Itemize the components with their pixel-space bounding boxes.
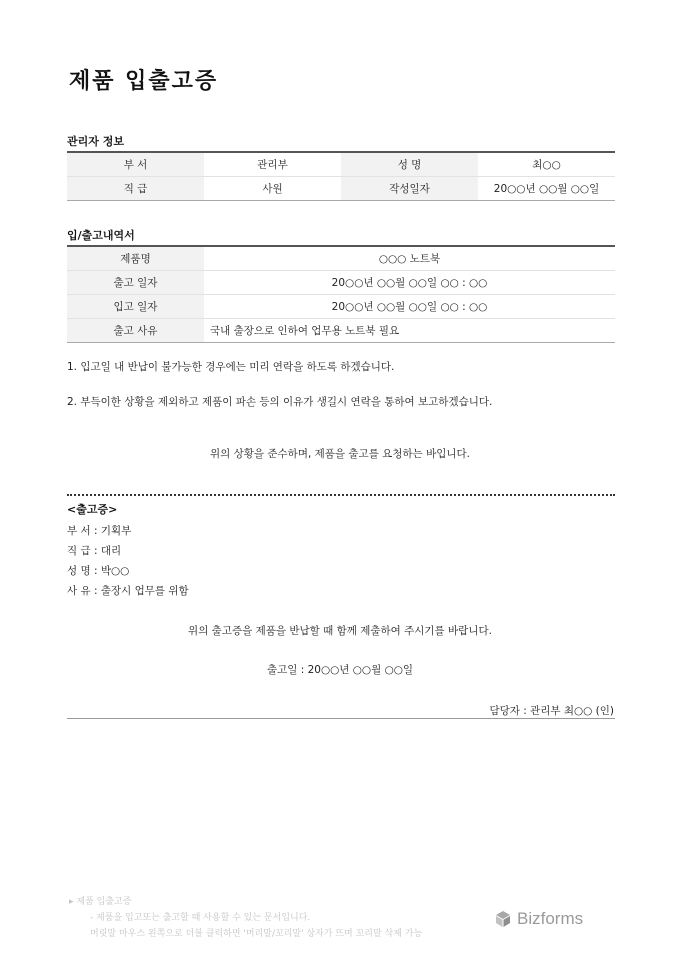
slip-department: 부 서 : 기획부 <box>67 525 132 537</box>
table-row <box>67 319 615 343</box>
details-table <box>67 245 615 343</box>
manager-info-table <box>67 151 615 201</box>
release-date-label: 출고 일자 <box>67 271 204 295</box>
table-row <box>67 271 615 295</box>
slip-instruction: 위의 출고증을 제품을 반납할 때 함께 제출하여 주시기를 바랍니다. <box>188 625 492 637</box>
slip-rank: 직 급 : 대리 <box>67 545 122 557</box>
manager-info-heading: 관리자 정보 <box>67 135 124 148</box>
product-name-label: 제품명 <box>67 246 204 271</box>
brand-name: Bizforms <box>517 909 584 928</box>
request-statement: 위의 상황을 준수하며, 제품을 출고를 요청하는 바입니다. <box>210 448 470 460</box>
slip-reason: 사 유 : 출장시 업무를 위함 <box>67 585 189 597</box>
release-reason-label: 출고 사유 <box>67 319 204 343</box>
name-label: 성 명 <box>341 152 478 177</box>
receipt-date-value: 20○○년 ○○월 ○○일 ○○ : ○○ <box>204 295 615 319</box>
name-value: 최○○ <box>478 152 615 177</box>
page-title: 제품 입출고증 <box>69 69 219 94</box>
table-row <box>67 152 615 177</box>
table-row <box>67 246 615 271</box>
note-2: 2. 부득이한 상황을 제외하고 제품이 파손 등의 이유가 생길시 연락을 통하여 보고하겠습니다. <box>67 396 493 408</box>
receipt-date-label: 입고 일자 <box>67 295 204 319</box>
slip-date: 출고일 : 20○○년 ○○월 ○○일 <box>266 664 414 676</box>
bizforms-cube-icon <box>494 910 512 928</box>
table-row <box>67 295 615 319</box>
signature-line: 담당자 : 관리부 최○○ (인) <box>489 705 614 717</box>
written-date-label: 작성일자 <box>341 177 478 201</box>
product-name-value: ○○○ 노트북 <box>204 246 615 271</box>
rank-value: 사원 <box>204 177 341 201</box>
details-heading: 입/출고내역서 <box>67 229 135 242</box>
note-1: 1. 입고일 내 반납이 불가능한 경우에는 미리 연락을 하도록 하겠습니다. <box>67 361 395 373</box>
cut-line <box>67 494 615 496</box>
rank-label: 직 급 <box>67 177 204 201</box>
slip-heading: <출고증> <box>67 503 118 516</box>
department-label: 부 서 <box>67 152 204 177</box>
slip-name: 성 명 : 박○○ <box>67 565 130 577</box>
footer-title: ▸ 제품 입출고증 <box>69 897 132 907</box>
release-reason-value: 국내 출장으로 인하여 업무용 노트북 필요 <box>204 319 615 343</box>
written-date-value: 20○○년 ○○월 ○○일 <box>478 177 615 201</box>
bizforms-logo <box>494 909 583 929</box>
table-row <box>67 177 615 201</box>
footer-line-1: - 제품을 입고또는 출고할 때 사용할 수 있는 문서입니다. <box>90 913 311 923</box>
department-value: 관리부 <box>204 152 341 177</box>
bottom-rule <box>67 718 615 719</box>
footer-line-2: 머릿말 마우스 왼쪽으로 더블 클릭하면 '머리말/꼬리말' 상자가 뜨며 꼬리말 삭제 가능 <box>90 929 423 939</box>
release-date-value: 20○○년 ○○월 ○○일 ○○ : ○○ <box>204 271 615 295</box>
